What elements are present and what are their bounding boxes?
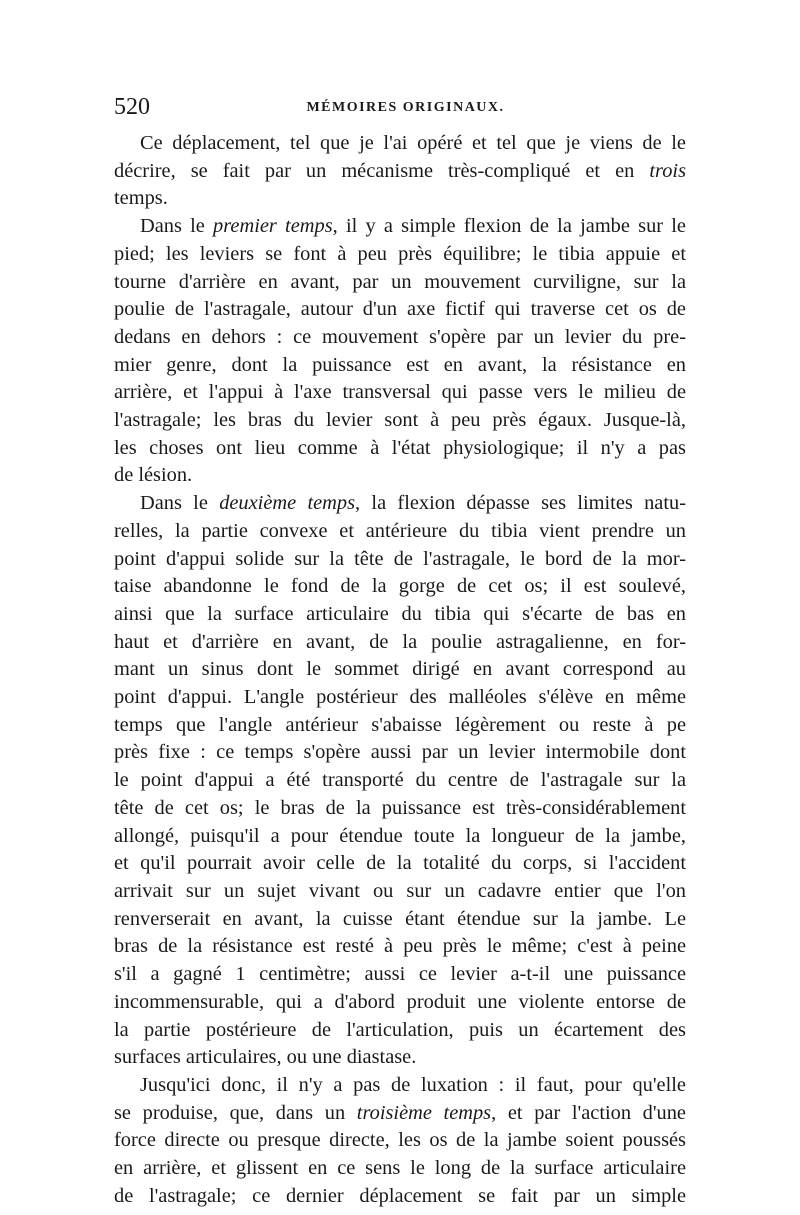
paragraph bbox=[114, 213, 686, 490]
text-run: Ce déplacement, tel que je l'ai opéré et tel que je viens de le bbox=[140, 132, 686, 154]
text-run: relles, la partie convexe et antérieure du tibia vient prendre un bbox=[114, 519, 686, 542]
text-run: mant un sinus dont le sommet dirigé en avant correspond au bbox=[114, 658, 686, 681]
text-run: point d'appui. L'angle postérieur des malléoles s'élève en même bbox=[114, 686, 686, 709]
italic-text: deuxième temps bbox=[219, 492, 356, 515]
text-run: point d'appui solide sur la tête de l'astragale, le bord de la mor- bbox=[114, 547, 686, 570]
text-run: mier genre, dont la puissance est en avant, la résistance en bbox=[114, 353, 686, 376]
text-run: temps que l'angle antérieur s'abaisse légèrement ou reste à pe bbox=[114, 713, 686, 736]
text-run: les choses ont lieu comme à l'état physiologique; il n'y a pas bbox=[114, 436, 686, 459]
text-line bbox=[114, 933, 686, 961]
text-line bbox=[114, 989, 686, 1017]
text-run: décrire, se fait par un mécanisme très-compliqué et en bbox=[114, 159, 650, 182]
text-run: allongé, puisqu'il a pour étendue toute la longueur de la jambe, bbox=[114, 824, 686, 847]
running-title: MÉMOIRES ORIGINAUX. bbox=[306, 100, 505, 115]
text-line bbox=[114, 684, 686, 712]
text-line bbox=[114, 324, 686, 352]
text-line bbox=[114, 739, 686, 767]
italic-text: trois bbox=[649, 159, 686, 182]
text-run: temps. bbox=[114, 187, 168, 210]
text-line bbox=[114, 158, 686, 186]
text-line bbox=[114, 269, 686, 297]
text-run: se produise, que, dans un bbox=[114, 1101, 357, 1124]
text-run: le point d'appui a été transporté du centre de l'astragale sur la bbox=[114, 769, 686, 792]
text-run: taise abandonne le fond de la gorge de cet os; il est soulevé, bbox=[114, 575, 686, 598]
text-line bbox=[114, 352, 686, 380]
text-line bbox=[114, 462, 686, 490]
text-run: , il y a simple flexion de la jambe sur le bbox=[332, 215, 686, 238]
text-line bbox=[114, 1100, 686, 1128]
text-line bbox=[114, 1183, 686, 1211]
text-line bbox=[114, 546, 686, 574]
text-line bbox=[114, 296, 686, 324]
text-run: près fixe : ce temps s'opère aussi par un levier intermobile dont bbox=[114, 741, 686, 764]
text-line bbox=[114, 1044, 686, 1072]
text-line bbox=[114, 906, 686, 934]
text-line bbox=[114, 241, 686, 269]
text-line bbox=[114, 407, 686, 435]
text-run: l'astragale; les bras du levier sont à peu près égaux. Jusque-là, bbox=[114, 409, 686, 432]
text-run: en arrière, et glissent en ce sens le long de la surface articulaire bbox=[114, 1157, 686, 1180]
text-line bbox=[114, 1072, 686, 1100]
text-run: bras de la résistance est resté à peu près le même; c'est à peine bbox=[114, 935, 686, 958]
text-run: tourne d'arrière en avant, par un mouvement curviligne, sur la bbox=[114, 270, 686, 293]
text-run: , et par l'action d'une bbox=[491, 1101, 686, 1124]
text-line bbox=[114, 518, 686, 546]
text-run: Dans le bbox=[140, 492, 220, 515]
text-run: surfaces articulaires, ou une diastase. bbox=[114, 1046, 417, 1069]
text-run: arrière, et l'appui à l'axe transversal qui passe vers le milieu de bbox=[114, 381, 686, 404]
text-run: haut et d'arrière en avant, de la poulie astragalienne, en for- bbox=[114, 630, 686, 653]
text-run: Dans le bbox=[140, 215, 214, 238]
text-line bbox=[114, 1017, 686, 1045]
paragraph bbox=[114, 130, 686, 213]
text-run: poulie de l'astragale, autour d'un axe fictif qui traverse cet os de bbox=[114, 298, 686, 321]
italic-text: premier temps bbox=[213, 215, 333, 238]
text-line bbox=[114, 379, 686, 407]
text-line bbox=[114, 1127, 686, 1155]
text-run: arrivait sur un sujet vivant ou sur un cadavre entier que l'on bbox=[114, 879, 686, 902]
text-line bbox=[114, 601, 686, 629]
text-line bbox=[114, 656, 686, 684]
text-run: et qu'il pourrait avoir celle de la totalité du corps, si l'accident bbox=[114, 852, 686, 875]
text-run: la partie postérieure de l'articulation, puis un écartement des bbox=[114, 1018, 686, 1041]
text-line bbox=[114, 712, 686, 740]
text-run: dedans en dehors : ce mouvement s'opère par un levier du pre- bbox=[114, 325, 686, 348]
text-run: , la flexion dépasse ses limites natu- bbox=[355, 492, 686, 515]
text-line bbox=[114, 795, 686, 823]
text-run: ainsi que la surface articulaire du tibia qui s'écarte de bas en bbox=[114, 602, 686, 625]
text-line bbox=[114, 850, 686, 878]
text-line bbox=[114, 213, 686, 241]
text-run: de lésion. bbox=[114, 464, 193, 487]
text-line bbox=[114, 490, 686, 518]
text-line bbox=[114, 878, 686, 906]
body-text bbox=[114, 130, 686, 1210]
text-line bbox=[114, 767, 686, 795]
page-number: 520 bbox=[114, 94, 150, 120]
text-line bbox=[114, 823, 686, 851]
text-run: Jusqu'ici donc, il n'y a pas de luxation : il faut, pour qu'elle bbox=[140, 1073, 686, 1096]
text-run: force directe ou presque directe, les os de la jambe soient poussés bbox=[114, 1129, 686, 1152]
text-line bbox=[114, 130, 686, 158]
paragraph bbox=[114, 490, 686, 1072]
italic-text: troisième temps bbox=[356, 1101, 492, 1124]
paragraph bbox=[114, 1072, 686, 1211]
text-run: renverserait en avant, la cuisse étant étendue sur la jambe. Le bbox=[114, 907, 686, 930]
text-run: pied; les leviers se font à peu près équilibre; le tibia appuie et bbox=[114, 242, 686, 265]
text-line bbox=[114, 961, 686, 989]
page-header bbox=[114, 94, 697, 121]
text-line bbox=[114, 435, 686, 463]
text-line bbox=[114, 185, 686, 213]
text-line bbox=[114, 1155, 686, 1183]
text-line bbox=[114, 629, 686, 657]
text-run: tête de cet os; le bras de la puissance est très-considérablement bbox=[114, 796, 686, 819]
text-run: incommensurable, qui a d'abord produit une violente entorse de bbox=[114, 990, 686, 1013]
text-line bbox=[114, 573, 686, 601]
text-run: de l'astragale; ce dernier déplacement se fait par un simple bbox=[114, 1184, 686, 1207]
text-run: s'il a gagné 1 centimètre; aussi ce levier a-t-il une puissance bbox=[114, 963, 686, 986]
